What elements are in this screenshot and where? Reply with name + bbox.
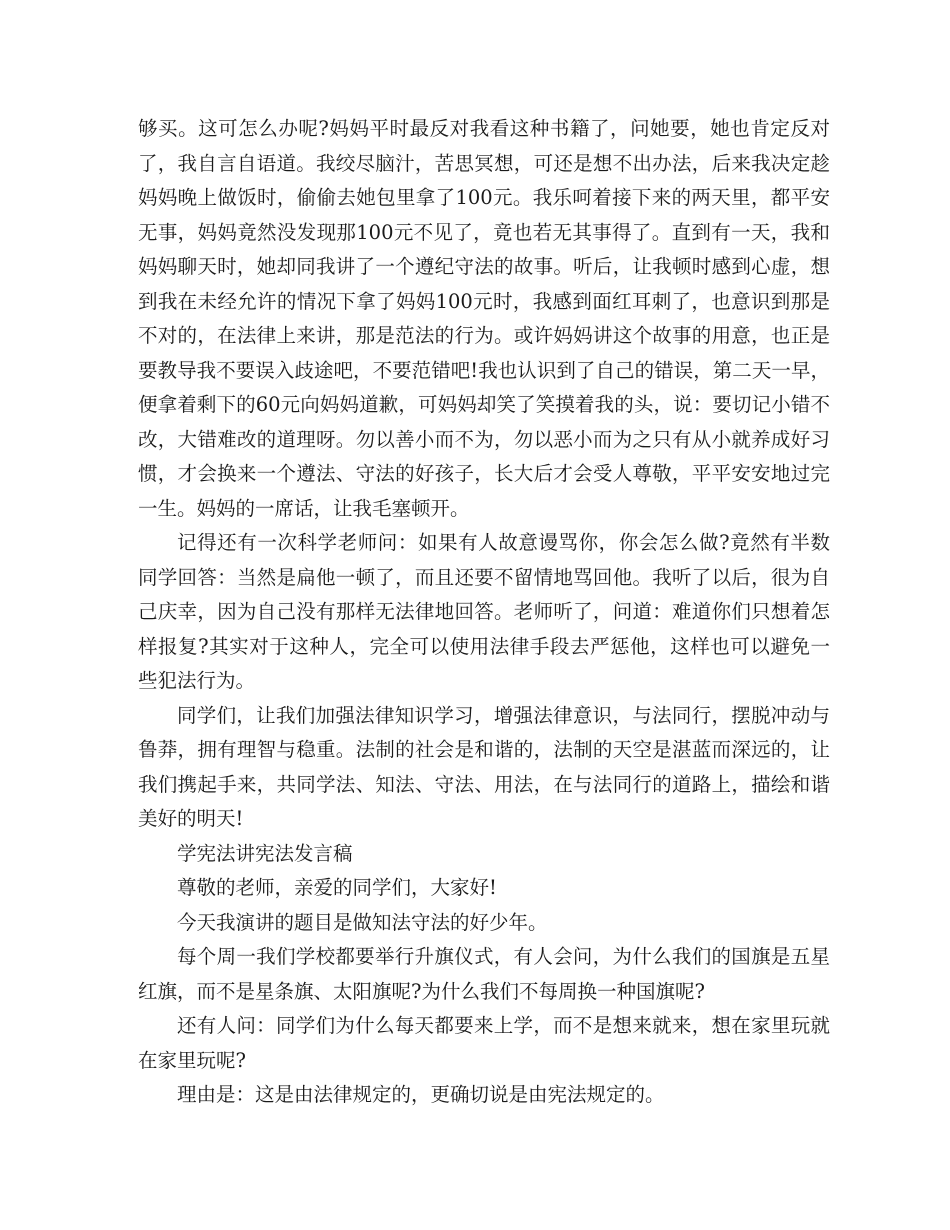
paragraph-reason: 理由是：这是由法律规定的，更确切说是由宪法规定的。 (177, 1083, 665, 1106)
speech-topic: 今天我演讲的题目是做知法守法的好少年。 (177, 910, 548, 934)
document-body (138, 112, 830, 1113)
greeting: 尊敬的老师，亲爱的同学们，大家好! (177, 876, 497, 899)
paragraph-call-to-action: 同学们，让我们加强法律知识学习，增强法律意识，与法同行，摆脱冲动与鲁莽，拥有理智与稳重。法制的社会是和谐的，法制的天空是湛蓝而深远的，让我们携起手来，共同学法、知法、守法、用法，在与法同行的道路上，描绘和谐美好的明天! (138, 703, 830, 830)
paragraph-flag-ceremony: 每个周一我们学校都要举行升旗仪式，有人会问，为什么我们的国旗是五星红旗，而不是星条旗、太阳旗呢?为什么我们不每周换一种国旗呢? (138, 945, 830, 1003)
paragraph-school-question: 还有人问：同学们为什么每天都要来上学，而不是想来就来，想在家里玩就在家里玩呢? (138, 1014, 830, 1072)
paragraph-story: 够买。这可怎么办呢?妈妈平时最反对我看这种书籍了，问她要，她也肯定反对了，我自言自语道。我绞尽脑汁，苦思冥想，可还是想不出办法，后来我决定趁妈妈晚上做饭时，偷偷去她包里拿了100元。我乐呵着接下来的两天里，都平安无事，妈妈竟然没发现那100元不见了，竟也若无其事得了。直到有一天，我和妈妈聊天时，她却同我讲了一个遵纪守法的故事。听后，让我顿时感到心虚，想到我在未经允许的情况下拿了妈妈100元时，我感到面红耳刺了，也意识到那是不对的，在法律上来讲，那是范法的行为。或许妈妈讲这个故事的用意，也正是要教导我不要误入歧途吧，不要范错吧!我也认识到了自己的错误，第二天一早，便拿着剩下的60元向妈妈道歉，可妈妈却笑了笑摸着我的头，说：要切记小错不改，大错难改的道理呀。勿以善小而不为，勿以恶小而为之只有从小就养成好习惯，才会换来一个遵法、守法的好孩子，长大后才会受人尊敬，平平安安地过完一生。妈妈的一席话，让我毛塞顿开。 (138, 117, 830, 520)
section-title: 学宪法讲宪法发言稿 (177, 841, 353, 865)
paragraph-science-teacher: 记得还有一次科学老师问：如果有人故意谩骂你，你会怎么做?竟然有半数同学回答：当然是扁他一顿了，而且还要不留情地骂回他。我听了以后，很为自己庆幸，因为自己没有那样无法律地回答。老师听了，问道：难道你们只想着怎样报复?其实对于这种人，完全可以使用法律手段去严惩他，这样也可以避免一些犯法行为。 (138, 531, 830, 692)
